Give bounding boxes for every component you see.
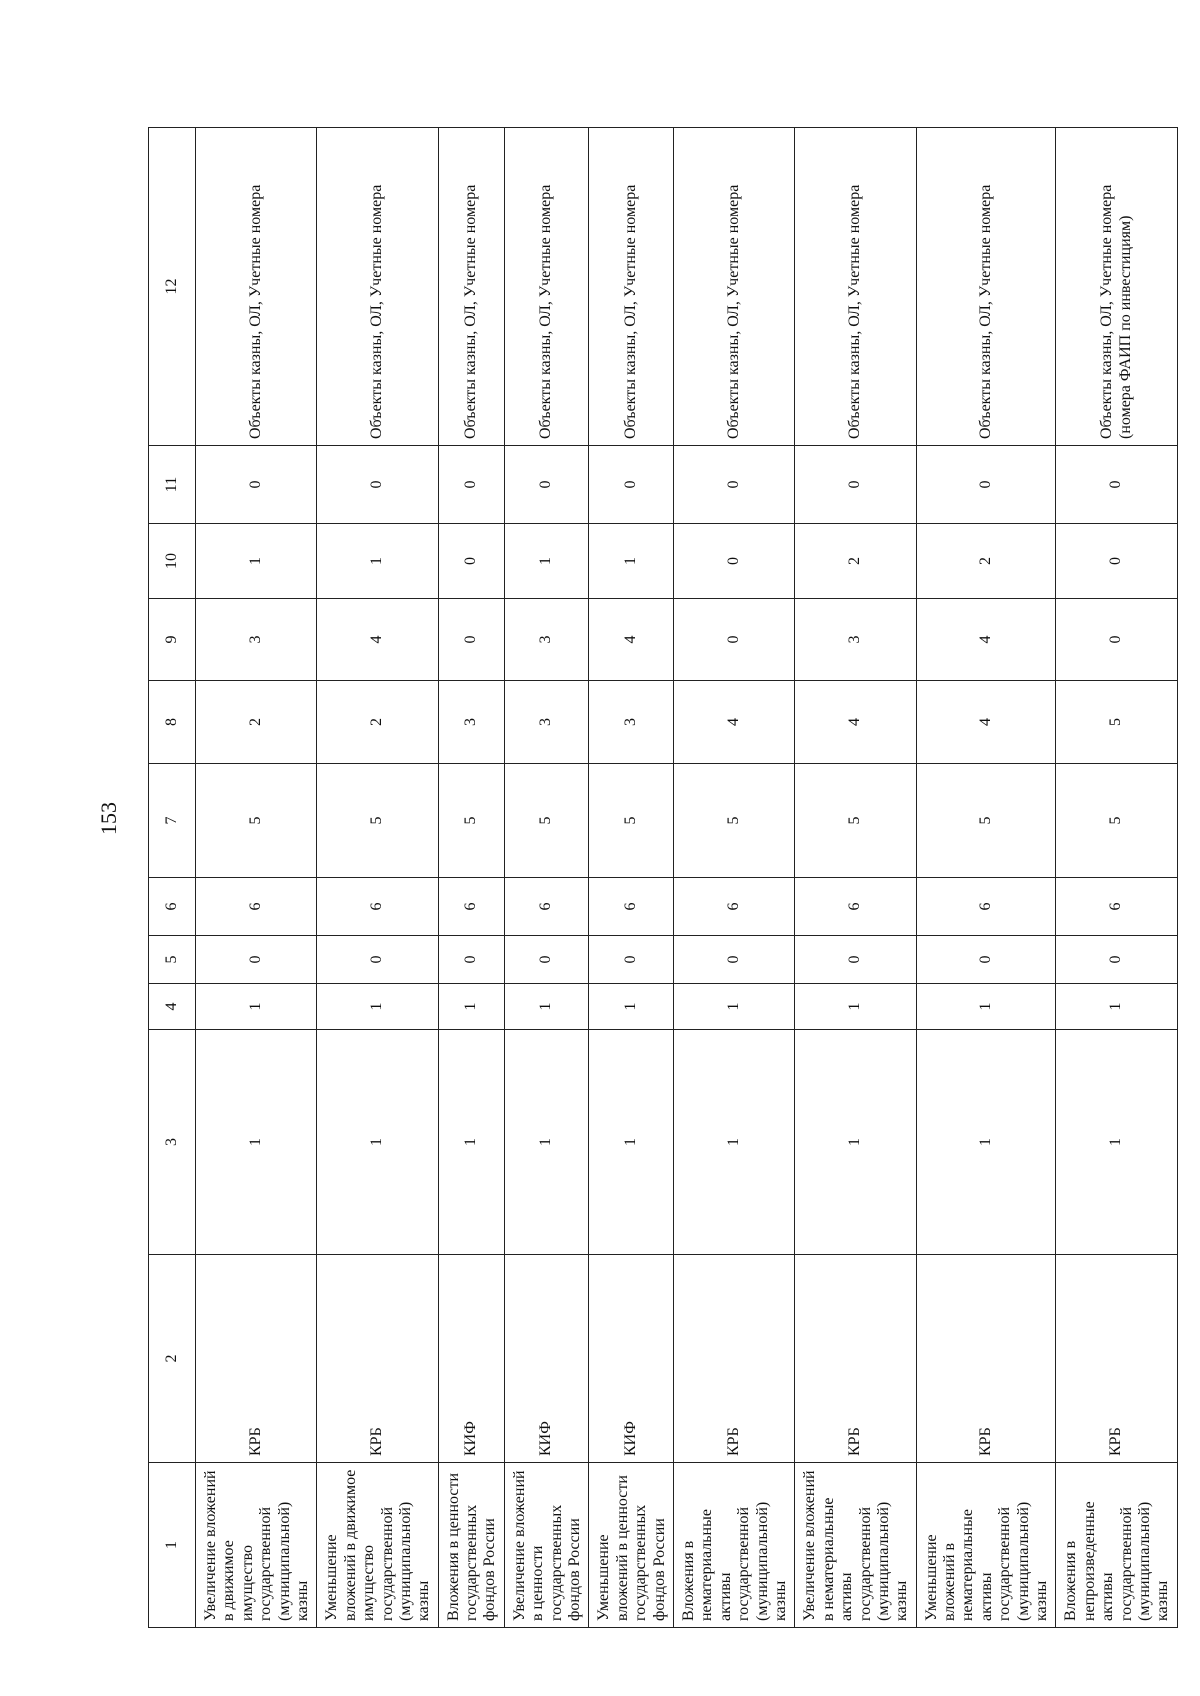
- table-cell-col-7: 5: [1056, 764, 1177, 878]
- table-cell-col-1: Увеличение вложений в ценности государственных фондов России: [504, 1463, 589, 1628]
- table-cell-col-9: 0: [673, 599, 794, 681]
- table-cell-col-1: Уменьшение вложений в нематериальные активы государственной (муниципальной) казны: [916, 1463, 1056, 1628]
- table-cell-col-3: 1: [317, 1030, 438, 1255]
- table-cell-col-7: 5: [438, 764, 504, 878]
- table-cell-col-7: 5: [196, 764, 317, 878]
- table-row: [673, 128, 794, 1628]
- table-cell-col-3: 1: [438, 1030, 504, 1255]
- table-cell-col-3: 1: [916, 1030, 1056, 1255]
- table-cell-col-7: 5: [317, 764, 438, 878]
- table-cell-col-3: 1: [589, 1030, 674, 1255]
- table-cell-col-9: 3: [196, 599, 317, 681]
- table-cell-col-2: КРБ: [317, 1255, 438, 1463]
- table-cell-col-8: 3: [438, 681, 504, 764]
- table-cell-col-6: 6: [196, 878, 317, 936]
- table-cell-col-7: 5: [504, 764, 589, 878]
- table-cell-col-1: Уменьшение вложений в движимое имущество государственной (муниципальной) казны: [317, 1463, 438, 1628]
- table-cell-col-8: 4: [795, 681, 916, 764]
- data-table: [148, 127, 1178, 1628]
- table-cell-col-4: 1: [438, 984, 504, 1030]
- column-header: 5: [149, 936, 196, 984]
- table-body: [196, 128, 1178, 1628]
- table-cell-col-10: 1: [317, 524, 438, 599]
- table-cell-col-5: 0: [504, 936, 589, 984]
- table-cell-col-4: 1: [916, 984, 1056, 1030]
- table-cell-col-4: 1: [504, 984, 589, 1030]
- table-cell-col-11: 0: [673, 446, 794, 524]
- table-cell-col-11: 0: [196, 446, 317, 524]
- table-cell-col-10: 1: [589, 524, 674, 599]
- table-cell-col-5: 0: [196, 936, 317, 984]
- table-cell-col-7: 5: [589, 764, 674, 878]
- table-row: [504, 128, 589, 1628]
- table-cell-col-6: 6: [504, 878, 589, 936]
- table-cell-col-10: 1: [504, 524, 589, 599]
- table-cell-col-5: 0: [589, 936, 674, 984]
- column-header: 6: [149, 878, 196, 936]
- table-cell-col-6: 6: [589, 878, 674, 936]
- table-cell-col-4: 1: [196, 984, 317, 1030]
- column-header: 8: [149, 681, 196, 764]
- column-header: 12: [149, 128, 196, 446]
- column-header: 2: [149, 1255, 196, 1463]
- table-cell-col-9: 3: [504, 599, 589, 681]
- table-cell-col-5: 0: [317, 936, 438, 984]
- column-header: 11: [149, 446, 196, 524]
- table-cell-col-11: 0: [916, 446, 1056, 524]
- table-cell-col-1: Увеличение вложений в движимое имущество государственной (муниципальной) казны: [196, 1463, 317, 1628]
- table-cell-col-1: Вложения в непроизведенные активы государственной (муниципальной) казны: [1056, 1463, 1177, 1628]
- table-cell-col-5: 0: [1056, 936, 1177, 984]
- table-cell-col-3: 1: [1056, 1030, 1177, 1255]
- table-row: [795, 128, 916, 1628]
- column-header: 9: [149, 599, 196, 681]
- table-cell-col-4: 1: [795, 984, 916, 1030]
- account-table: [148, 128, 1172, 1628]
- table-cell-col-8: 4: [673, 681, 794, 764]
- table-cell-col-1: Увеличение вложений в нематериальные активы государственной (муниципальной) казны: [795, 1463, 916, 1628]
- column-header: 7: [149, 764, 196, 878]
- table-cell-col-2: КИФ: [438, 1255, 504, 1463]
- table-cell-col-7: 5: [916, 764, 1056, 878]
- table-cell-col-9: 4: [916, 599, 1056, 681]
- table-cell-col-12: Объекты казны, ОЛ, Учетные номера (номера ФАИП по инвестициям): [1056, 128, 1177, 446]
- table-cell-col-11: 0: [317, 446, 438, 524]
- table-cell-col-2: КИФ: [589, 1255, 674, 1463]
- table-cell-col-3: 1: [795, 1030, 916, 1255]
- table-cell-col-1: Вложения в ценности государственных фондов России: [438, 1463, 504, 1628]
- table-cell-col-3: 1: [196, 1030, 317, 1255]
- table-cell-col-11: 0: [589, 446, 674, 524]
- table-cell-col-5: 0: [795, 936, 916, 984]
- table-cell-col-9: 4: [317, 599, 438, 681]
- table-cell-col-10: 2: [916, 524, 1056, 599]
- table-cell-col-12: Объекты казны, ОЛ, Учетные номера: [438, 128, 504, 446]
- table-cell-col-6: 6: [795, 878, 916, 936]
- table-cell-col-10: 0: [673, 524, 794, 599]
- table-cell-col-2: КРБ: [673, 1255, 794, 1463]
- table-row: [916, 128, 1056, 1628]
- table-cell-col-12: Объекты казны, ОЛ, Учетные номера: [317, 128, 438, 446]
- table-row: [196, 128, 317, 1628]
- table-cell-col-11: 0: [438, 446, 504, 524]
- table-cell-col-6: 6: [673, 878, 794, 936]
- table-cell-col-5: 0: [916, 936, 1056, 984]
- column-header: 4: [149, 984, 196, 1030]
- table-cell-col-5: 0: [673, 936, 794, 984]
- table-cell-col-8: 5: [1056, 681, 1177, 764]
- table-cell-col-2: КРБ: [1056, 1255, 1177, 1463]
- table-cell-col-6: 6: [1056, 878, 1177, 936]
- table-cell-col-6: 6: [916, 878, 1056, 936]
- table-row: [438, 128, 504, 1628]
- table-cell-col-6: 6: [438, 878, 504, 936]
- table-cell-col-12: Объекты казны, ОЛ, Учетные номера: [504, 128, 589, 446]
- table-cell-col-4: 1: [1056, 984, 1177, 1030]
- table-cell-col-10: 1: [196, 524, 317, 599]
- table-cell-col-8: 3: [504, 681, 589, 764]
- table-cell-col-10: 0: [1056, 524, 1177, 599]
- table-cell-col-6: 6: [317, 878, 438, 936]
- table-row: [317, 128, 438, 1628]
- table-header-row: [149, 128, 196, 1628]
- table-cell-col-2: КРБ: [916, 1255, 1056, 1463]
- table-cell-col-8: 3: [589, 681, 674, 764]
- table-cell-col-12: Объекты казны, ОЛ, Учетные номера: [916, 128, 1056, 446]
- table-cell-col-4: 1: [317, 984, 438, 1030]
- table-cell-col-3: 1: [504, 1030, 589, 1255]
- table-cell-col-2: КИФ: [504, 1255, 589, 1463]
- table-cell-col-2: КРБ: [196, 1255, 317, 1463]
- table-cell-col-3: 1: [673, 1030, 794, 1255]
- table-cell-col-11: 0: [1056, 446, 1177, 524]
- table-cell-col-8: 2: [196, 681, 317, 764]
- table-cell-col-8: 4: [916, 681, 1056, 764]
- table-cell-col-2: КРБ: [795, 1255, 916, 1463]
- table-row: [589, 128, 674, 1628]
- table-cell-col-11: 0: [795, 446, 916, 524]
- table-cell-col-7: 5: [673, 764, 794, 878]
- table-cell-col-9: 0: [438, 599, 504, 681]
- table-cell-col-9: 3: [795, 599, 916, 681]
- table-cell-col-10: 2: [795, 524, 916, 599]
- table-cell-col-12: Объекты казны, ОЛ, Учетные номера: [795, 128, 916, 446]
- table-cell-col-12: Объекты казны, ОЛ, Учетные номера: [673, 128, 794, 446]
- table-cell-col-1: Вложения в нематериальные активы государственной (муниципальной) казны: [673, 1463, 794, 1628]
- table-cell-col-1: Уменьшение вложений в ценности государственных фондов России: [589, 1463, 674, 1628]
- table-cell-col-12: Объекты казны, ОЛ, Учетные номера: [589, 128, 674, 446]
- table-cell-col-10: 0: [438, 524, 504, 599]
- column-header: 10: [149, 524, 196, 599]
- table-cell-col-8: 2: [317, 681, 438, 764]
- column-header: 3: [149, 1030, 196, 1255]
- page-number: 153: [96, 802, 121, 835]
- table-cell-col-9: 0: [1056, 599, 1177, 681]
- column-header: 1: [149, 1463, 196, 1628]
- table-cell-col-12: Объекты казны, ОЛ, Учетные номера: [196, 128, 317, 446]
- table-cell-col-11: 0: [504, 446, 589, 524]
- table-cell-col-4: 1: [673, 984, 794, 1030]
- table-row: [1056, 128, 1177, 1628]
- table-cell-col-5: 0: [438, 936, 504, 984]
- table-cell-col-7: 5: [795, 764, 916, 878]
- table-cell-col-4: 1: [589, 984, 674, 1030]
- table-cell-col-9: 4: [589, 599, 674, 681]
